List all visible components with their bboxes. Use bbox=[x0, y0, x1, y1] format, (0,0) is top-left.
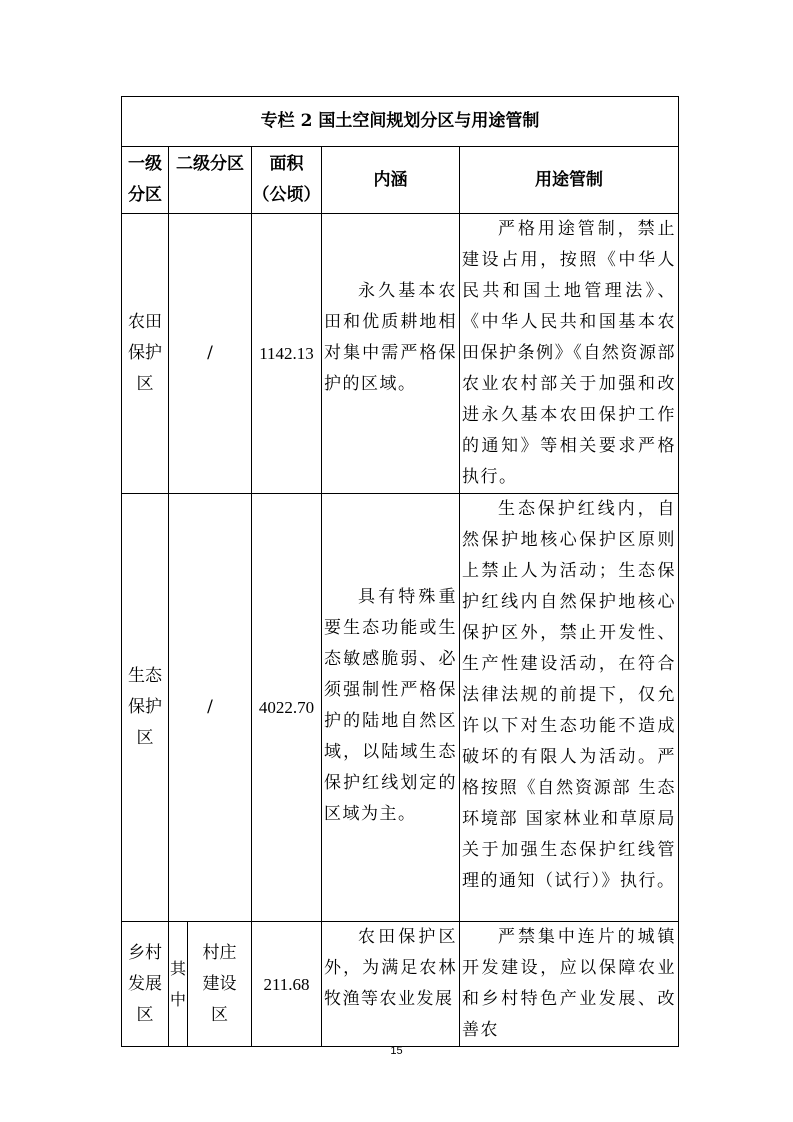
row2-level1-line3: 区 bbox=[136, 728, 154, 748]
row1-meaning bbox=[322, 214, 460, 494]
row3-meaning bbox=[322, 922, 460, 1047]
row1-control-text: 严格用途管制，禁止建设占用，按照《中华人民共和国土地管理法》、《中华人民共和国基本农田保护条例》《自然资源部农业农村部关于加强和改进永久基本农田保护工作的通知》等相关要求严格执行。 bbox=[462, 219, 677, 487]
row3-meaning-text: 农田保护区外，为满足农林牧渔等农业发展 bbox=[324, 927, 457, 1009]
table-row bbox=[122, 214, 679, 494]
row3-area: 211.68 bbox=[252, 922, 322, 1047]
row1-area: 1142.13 bbox=[252, 214, 322, 494]
row3-control bbox=[460, 922, 679, 1047]
row3-level1 bbox=[122, 922, 169, 1047]
row2-level2: / bbox=[169, 494, 252, 922]
row2-meaning-text: 具有特殊重要生态功能或生态敏感脆弱、必须强制性严格保护的陆地自然区域，以陆域生态保护红线划定的区域为主。 bbox=[324, 587, 457, 824]
row3-level2-line1: 村庄 bbox=[202, 942, 237, 963]
row2-control-text: 生态保护红线内，自然保护地核心保护区原则上禁止人为活动；生态保护红线内自然保护地核心保护区外，禁止开发性、生产性建设活动，在符合法律法规的前提下，仅允许以下对生态功能不造成破坏的有限人为活动。严格按照《自然资源部 生态环境部 国家林业和草原局关于加强生态保护红线管理的通知（试行）》执行。 bbox=[462, 499, 677, 891]
header-area-line1: 面积 bbox=[269, 154, 304, 174]
header-area bbox=[252, 147, 322, 214]
row3-level1-line1: 乡村 bbox=[128, 942, 162, 963]
header-meaning: 内涵 bbox=[322, 147, 460, 214]
header-level1 bbox=[122, 147, 169, 214]
row3-sub-line1: 其 bbox=[169, 959, 186, 978]
table-header-row bbox=[122, 147, 679, 214]
row1-level1-line3: 区 bbox=[136, 374, 154, 394]
row2-level1-line2: 保护 bbox=[128, 697, 162, 717]
row3-level1-line2: 发展 bbox=[128, 973, 162, 994]
header-level1-line2: 分区 bbox=[128, 185, 162, 205]
row2-area: 4022.70 bbox=[252, 494, 322, 922]
row3-sub-line2: 中 bbox=[169, 990, 186, 1009]
row3-level2-line3: 区 bbox=[211, 1004, 228, 1025]
row3-sub-label bbox=[169, 922, 188, 1047]
row1-level2: / bbox=[169, 214, 252, 494]
page-number: 15 bbox=[390, 1045, 403, 1057]
row2-control bbox=[460, 494, 679, 922]
table-row bbox=[122, 922, 679, 1047]
row2-level1 bbox=[122, 494, 169, 922]
row3-level1-line3: 区 bbox=[136, 1004, 154, 1025]
row1-control bbox=[460, 214, 679, 494]
header-control: 用途管制 bbox=[460, 147, 679, 214]
row3-control-text: 严禁集中连片的城镇开发建设，应以保障农业和乡村特色产业发展、改善农 bbox=[462, 927, 677, 1040]
row2-meaning bbox=[322, 494, 460, 922]
zoning-table bbox=[121, 96, 679, 1047]
header-level2: 二级分区 bbox=[169, 147, 252, 214]
row1-level1-line2: 保护 bbox=[128, 343, 162, 363]
header-area-line2: （公顷） bbox=[252, 185, 321, 205]
table-caption: 专栏 2 国土空间规划分区与用途管制 bbox=[122, 97, 679, 147]
row3-level2 bbox=[188, 922, 252, 1047]
row1-level1-line1: 农田 bbox=[128, 312, 162, 332]
row2-level1-line1: 生态 bbox=[128, 666, 162, 686]
row3-level2-line2: 建设 bbox=[202, 973, 237, 994]
row1-meaning-text: 永久基本农田和优质耕地相对集中需严格保护的区域。 bbox=[324, 281, 457, 394]
row1-level1 bbox=[122, 214, 169, 494]
table-row bbox=[122, 494, 679, 922]
header-level1-line1: 一级 bbox=[128, 154, 162, 174]
